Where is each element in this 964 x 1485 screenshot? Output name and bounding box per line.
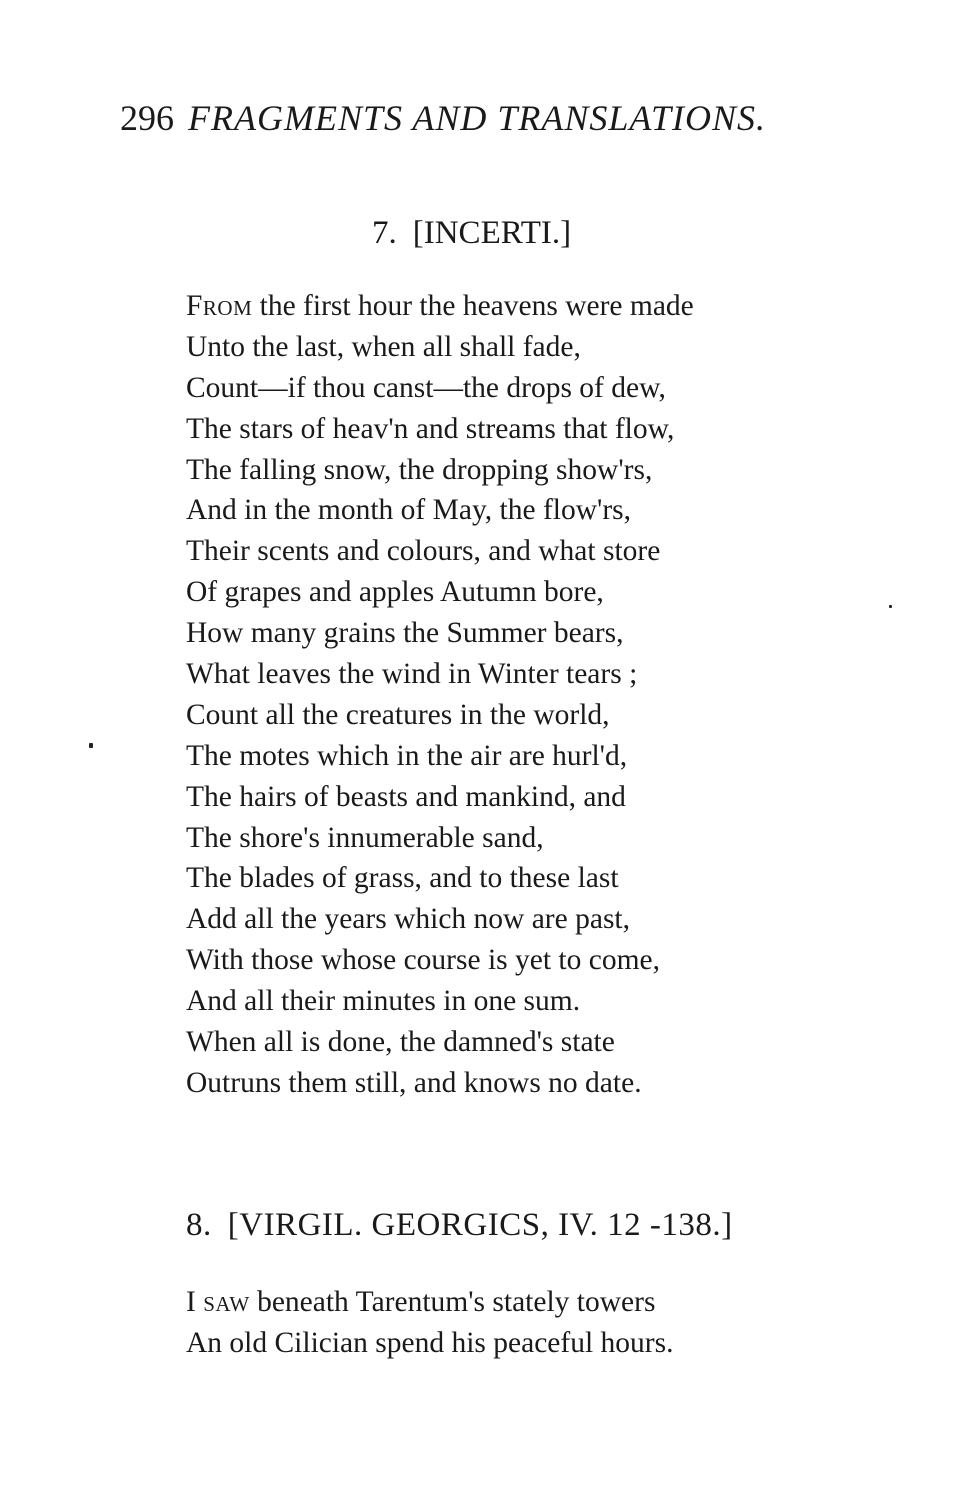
section-number: 7.	[372, 215, 397, 251]
poem-line: Add all the years which now are past,	[186, 903, 630, 936]
poem-line: How many grains the Summer bears,	[186, 617, 624, 650]
page-number: 296	[120, 98, 174, 138]
section-title: [VIRGIL. GEORGICS, IV. 12 -138.]	[227, 1207, 733, 1243]
section-7-heading	[372, 213, 571, 253]
drop-word: From	[186, 290, 253, 322]
poem-line	[186, 1282, 673, 1323]
poem-section-7	[186, 286, 694, 1104]
running-title: FRAGMENTS AND TRANSLATIONS.	[188, 98, 767, 138]
poem-line: Unto the last, when all shall fade,	[186, 330, 581, 363]
print-speck	[889, 605, 892, 608]
poem-line: And all their minutes in one sum.	[186, 985, 581, 1018]
drop-letter: I	[186, 1286, 196, 1318]
poem-line: What leaves the wind in Winter tears ;	[186, 658, 638, 691]
poem-line: The blades of grass, and to these last	[186, 862, 619, 895]
poem-line: The stars of heav'n and streams that flow,	[186, 412, 675, 445]
running-head	[120, 96, 840, 140]
poem-line: And in the month of May, the flow'rs,	[186, 494, 632, 527]
poem-line: Count—if thou canst—the drops of dew,	[186, 371, 666, 404]
poem-line	[186, 286, 694, 327]
poem-line: Of grapes and apples Autumn bore,	[186, 576, 604, 609]
drop-word: saw	[203, 1286, 250, 1318]
poem-line: With those whose course is yet to come,	[186, 944, 660, 977]
poem-line: Outruns them still, and knows no date.	[186, 1066, 642, 1099]
section-title: [INCERTI.]	[412, 215, 572, 251]
section-8-heading	[186, 1205, 733, 1245]
poem-line: When all is done, the damned's state	[186, 1026, 615, 1059]
line-text: beneath Tarentum's stately towers	[249, 1286, 656, 1318]
poem-line: Count all the creatures in the world,	[186, 698, 610, 731]
poem-line: An old Cilician spend his peaceful hours.	[186, 1326, 674, 1359]
print-speck	[89, 743, 93, 748]
line-text: the first hour the heavens were made	[252, 290, 694, 322]
section-number: 8.	[186, 1207, 212, 1243]
poem-line: The falling snow, the dropping show'rs,	[186, 453, 653, 486]
poem-line: The hairs of beasts and mankind, and	[186, 780, 626, 813]
poem-section-8	[186, 1282, 673, 1364]
poem-line: Their scents and colours, and what store	[186, 535, 661, 568]
poem-line: The shore's innumerable sand,	[186, 821, 544, 854]
poem-line: The motes which in the air are hurl'd,	[186, 739, 628, 772]
